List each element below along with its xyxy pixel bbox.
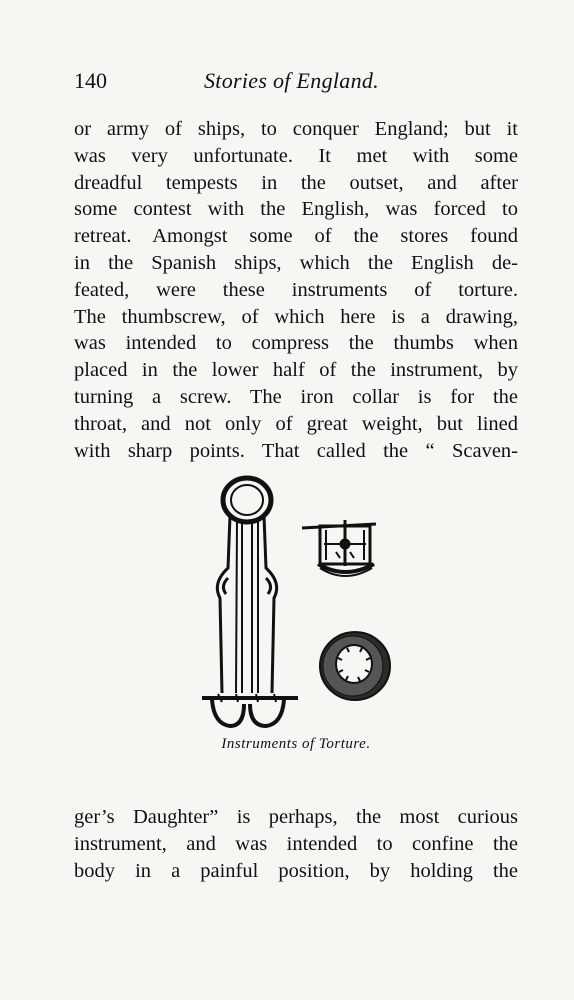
page-number: 140 bbox=[74, 68, 107, 93]
text-line: or army of ships, to conquer England; but it bbox=[74, 118, 518, 140]
figure-caption: Instruments of Torture. bbox=[221, 736, 371, 752]
text-line: instrument, and was intended to confine the bbox=[74, 832, 518, 855]
thumbscrew-drawing bbox=[302, 520, 376, 576]
text-line: feated, were these instruments of torture. bbox=[74, 278, 518, 301]
text-line: body in a painful position, by holding the bbox=[74, 859, 518, 882]
text-line: ger’s Daughter” is perhaps, the most curious bbox=[74, 806, 518, 828]
text-line: throat, and not only of great weight, but lined bbox=[74, 412, 518, 435]
paragraph-bottom bbox=[74, 804, 518, 884]
text-line: some contest with the English, was forced to bbox=[74, 198, 518, 221]
running-title: Stories of England. bbox=[204, 68, 379, 93]
text-line: turning a screw. The iron collar is for the bbox=[74, 385, 518, 408]
torture-instruments-illustration bbox=[190, 468, 410, 738]
text-line: dreadful tempests in the outset, and after bbox=[74, 171, 518, 194]
text-line: retreat. Amongst some of the stores found bbox=[74, 225, 518, 248]
text-line: with sharp points. That called the “ Scaven- bbox=[74, 439, 518, 462]
page-header bbox=[74, 68, 514, 98]
text-line: The thumbscrew, of which here is a drawing, bbox=[74, 305, 518, 328]
text-line: in the Spanish ships, which the English de- bbox=[74, 251, 518, 274]
text-line: placed in the lower half of the instrument, by bbox=[74, 359, 518, 382]
scavengers-daughter-drawing bbox=[202, 478, 298, 726]
text-line: was intended to compress the thumbs when bbox=[74, 332, 518, 355]
iron-collar-drawing bbox=[320, 632, 390, 700]
text-line: was very unfortunate. It met with some bbox=[74, 144, 518, 167]
paragraph-top bbox=[74, 116, 518, 464]
